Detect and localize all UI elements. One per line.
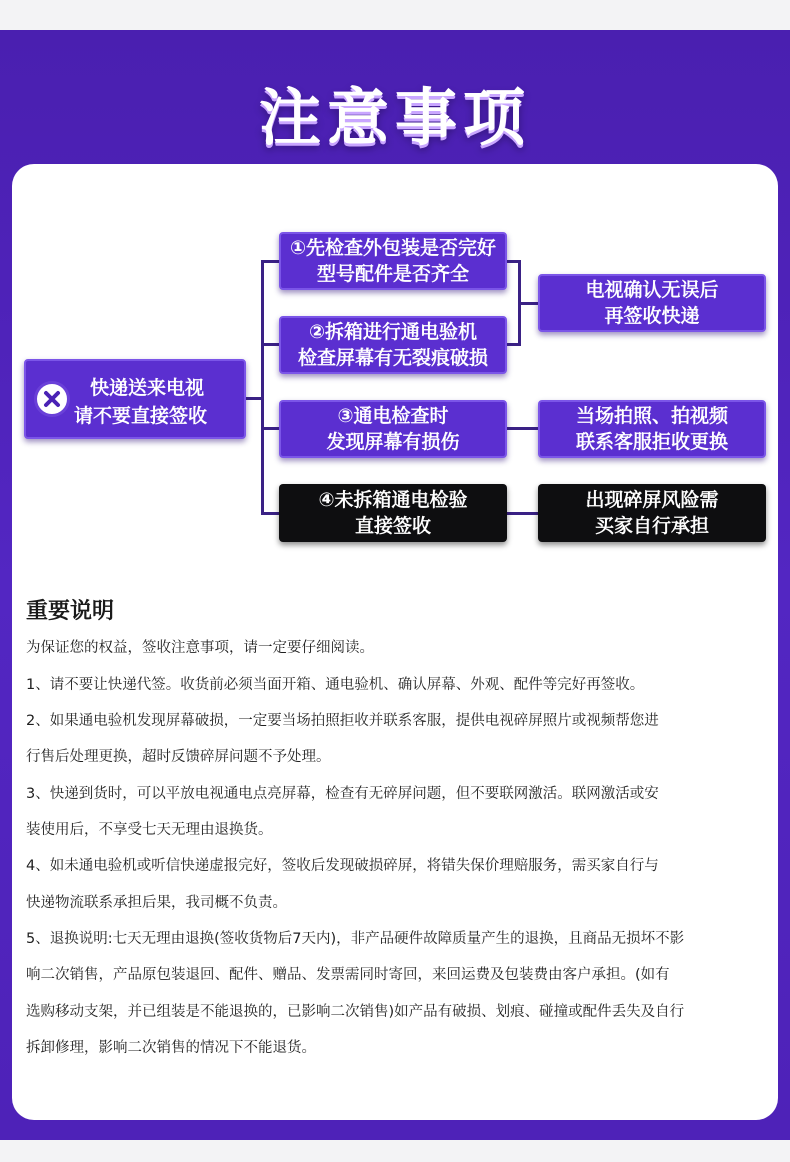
connector-step2	[261, 343, 279, 346]
note-line: 1、请不要让快递代签。收货前必须当面开箱、通电验机、确认屏幕、外观、配件等完好再签收。	[26, 677, 645, 693]
close-icon	[34, 381, 70, 417]
step-box-4	[279, 484, 507, 542]
outcome-box-1	[538, 274, 766, 332]
step-3-line1: ③通电检查时	[337, 405, 449, 427]
step-2-line1: ②拆箱进行通电验机	[308, 321, 478, 343]
step-box-2	[279, 316, 507, 374]
outcome-2-line2: 联系客服拒收更换	[575, 431, 728, 453]
outcome-2-line1: 当场拍照、拍视频	[575, 405, 728, 427]
note-line: 响二次销售，产品原包装退回、配件、赠品、发票需同时寄回，来回运费及包装费由客户承担。(如有	[26, 967, 670, 983]
step-3-line2: 发现屏幕有损伤	[326, 431, 460, 453]
root-line1: 快递送来电视	[90, 377, 205, 399]
connector-step1	[261, 260, 279, 263]
note-intro: 为保证您的权益，签收注意事项，请一定要仔细阅读。	[26, 640, 374, 656]
step-2-line2: 检查屏幕有无裂痕破损	[297, 347, 488, 369]
connector-step4	[261, 512, 279, 515]
connector-right-top	[507, 260, 520, 263]
note-line: 拆卸修理，影响二次销售的情况下不能退货。	[26, 1040, 316, 1056]
notes-heading: 重要说明	[26, 599, 115, 624]
step-4-line2: 直接签收	[354, 515, 431, 537]
step-box-3	[279, 400, 507, 458]
outcome-3-line1: 出现碎屏风险需	[585, 489, 719, 511]
note-line: 装使用后，不享受七天无理由退换货。	[26, 822, 273, 838]
connector-step3	[261, 427, 279, 430]
connector-outcome2	[507, 427, 538, 430]
bottom-strip	[0, 1140, 790, 1162]
note-line: 快递物流联系承担后果，我司概不负责。	[26, 895, 287, 911]
root-node	[24, 359, 246, 439]
note-line: 4、如未通电验机或听信快递虚报完好，签收后发现破损碎屏，将错失保价理赔服务，需买家自行与	[26, 858, 659, 874]
connector-outcome3	[507, 512, 538, 515]
note-line: 行售后处理更换，超时反馈碎屏问题不予处理。	[26, 749, 331, 765]
connector-outcome1	[518, 302, 538, 305]
connector-trunk-vertical	[261, 260, 264, 514]
outcome-1-line1: 电视确认无误后	[585, 279, 719, 301]
note-line: 2、如果通电验机发现屏幕破损，一定要当场拍照拒收并联系客服，提供电视碎屏照片或视频帮您进	[26, 713, 659, 729]
connector-right-bottom	[507, 343, 520, 346]
root-line2: 请不要直接签收	[74, 405, 208, 427]
step-1-line2: 型号配件是否齐全	[316, 263, 469, 285]
outcome-box-3	[538, 484, 766, 542]
outcome-1-line2: 再签收快递	[604, 305, 700, 327]
top-strip	[0, 0, 790, 30]
step-1-line1: ①先检查外包装是否完好	[289, 237, 497, 259]
step-box-1	[279, 232, 507, 290]
page-title: 注意事项	[258, 81, 531, 154]
outcome-box-2	[538, 400, 766, 458]
note-line: 3、快递到货时，可以平放电视通电点亮屏幕，检查有无碎屏问题，但不要联网激活。联网激活或安	[26, 786, 659, 802]
note-line: 5、退换说明:七天无理由退换(签收货物后7天内)，非产品硬件故障质量产生的退换，且商品无损坏不影	[26, 931, 685, 947]
outcome-3-line2: 买家自行承担	[594, 515, 709, 537]
note-line: 选购移动支架，并已组装是不能退换的，已影响二次销售)如产品有破损、划痕、碰撞或配件丢失及自行	[26, 1004, 685, 1020]
step-4-line1: ④未拆箱通电检验	[318, 489, 468, 511]
